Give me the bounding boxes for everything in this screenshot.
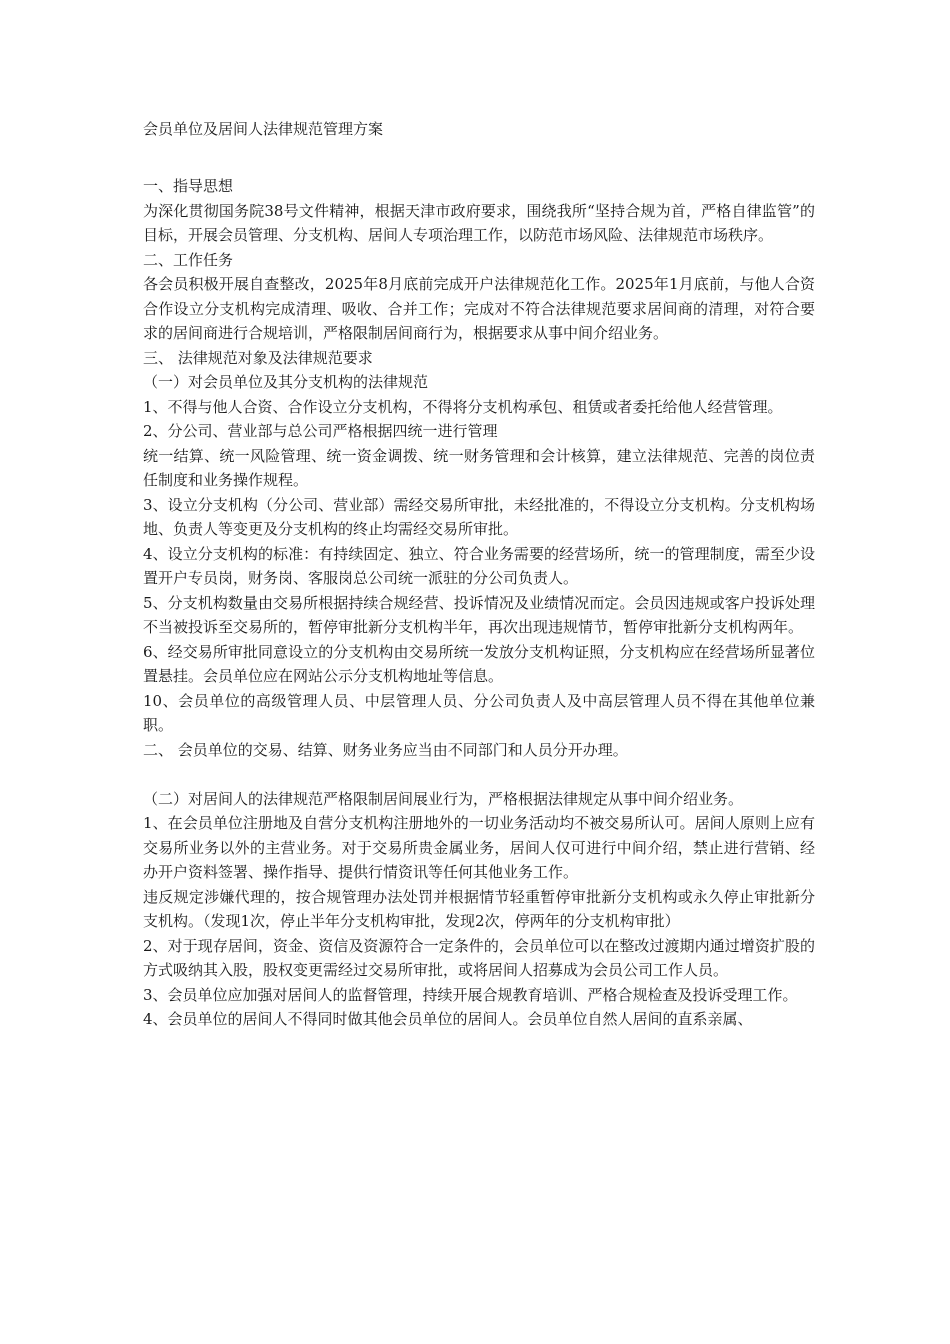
document-title: 会员单位及居间人法律规范管理方案 xyxy=(143,120,384,138)
list-item: 1、不得与他人合资、合作设立分支机构，不得将分支机构承包、租赁或者委托给他人经营管理。 xyxy=(143,397,783,416)
list-item: 二、 会员单位的交易、结算、财务业务应当由不同部门和人员分开办理。 xyxy=(143,740,628,759)
blank-line xyxy=(143,762,815,787)
list-item: 1、在会员单位注册地及自营分支机构注册地外的一切业务活动均不被交易所认可。居间人原则上应有交易所业务以外的主营业务。对于交易所贵金属业务，居间人仅可进行中间介绍，禁止进行营销、经办开户资料签署、操作指导、提供行情资讯等任何其他业务工作。 xyxy=(143,814,815,881)
list-item: 3、会员单位应加强对居间人的监督管理，持续开展合规教育培训、严格合规检查及投诉受理工作。 xyxy=(143,985,798,1004)
list-item: 4、会员单位的居间人不得同时做其他会员单位的居间人。会员单位自然人居间的直系亲属、 xyxy=(143,1010,753,1028)
heading-regulation-targets: 三、 法律规范对象及法律规范要求 xyxy=(143,348,373,367)
paragraph: 违反规定涉嫌代理的，按合规管理办法处罚并根据情节轻重暂停审批新分支机构或永久停止审批新分支机构。（发现1次，停止半年分支机构审批，发现2次，停两年的分支机构审批） xyxy=(143,887,815,930)
list-item: 4、设立分支机构的标准：有持续固定、独立、符合业务需要的经营场所，统一的管理制度，需至少设置开户专员岗，财务岗、客服岗总公司统一派驻的分公司负责人。 xyxy=(143,544,815,587)
list-item: 2、对于现存居间，资金、资信及资源符合一定条件的，会员单位可以在整改过渡期内通过增资扩股的方式吸纳其入股，股权变更需经过交易所审批，或将居间人招募成为会员公司工作人员。 xyxy=(143,936,815,979)
list-item: 5、分支机构数量由交易所根据持续合规经营、投诉情况及业绩情况而定。会员因违规或客户投诉处理不当被投诉至交易所的，暂停审批新分支机构半年，再次出现违规情节，暂停审批新分支机构两年。 xyxy=(143,593,815,636)
paragraph-guiding-ideology: 为深化贯彻国务院38号文件精神，根据天津市政府要求，围绕我所“坚持合规为首，严格自律监管”的目标，开展会员管理、分支机构、居间人专项治理工作，以防范市场风险、法律规范市场秩序。 xyxy=(143,201,815,244)
subheading-intermediaries: （二）对居间人的法律规范严格限制居间展业行为，严格根据法律规定从事中间介绍业务。 xyxy=(143,789,744,808)
document-page xyxy=(143,118,815,1032)
heading-work-tasks: 二、工作任务 xyxy=(143,250,234,269)
list-item: 2、分公司、营业部与总公司严格根据四统一进行管理 xyxy=(143,422,498,440)
subheading-member-units: （一）对会员单位及其分支机构的法律规范 xyxy=(143,373,429,391)
list-item: 6、经交易所审批同意设立的分支机构由交易所统一发放分支机构证照，分支机构应在经营场所显著位置悬挂。会员单位应在网站公示分支机构地址等信息。 xyxy=(143,642,815,685)
paragraph: 统一结算、统一风险管理、统一资金调拨、统一财务管理和会计核算，建立法律规范、完善的岗位责任制度和业务操作规程。 xyxy=(143,446,815,489)
document-body xyxy=(143,174,815,1032)
heading-guiding-ideology: 一、指导思想 xyxy=(143,177,234,195)
list-item: 10、会员单位的高级管理人员、中层管理人员、分公司负责人及中高层管理人员不得在其他单位兼职。 xyxy=(143,691,815,734)
paragraph-work-tasks: 各会员积极开展自查整改，2025年8月底前完成开户法律规范化工作。2025年1月底前，与他人合资合作设立分支机构完成清理、吸收、合并工作；完成对不符合法律规范要求居间商的清理，对符合要求的居间商进行合规培训，严格限制居间商行为，根据要求从事中间介绍业务。 xyxy=(143,275,815,342)
title-spacing xyxy=(143,142,815,174)
list-item: 3、设立分支机构（分公司、营业部）需经交易所审批，未经批准的，不得设立分支机构。分支机构场地、负责人等变更及分支机构的终止均需经交易所审批。 xyxy=(143,495,815,538)
